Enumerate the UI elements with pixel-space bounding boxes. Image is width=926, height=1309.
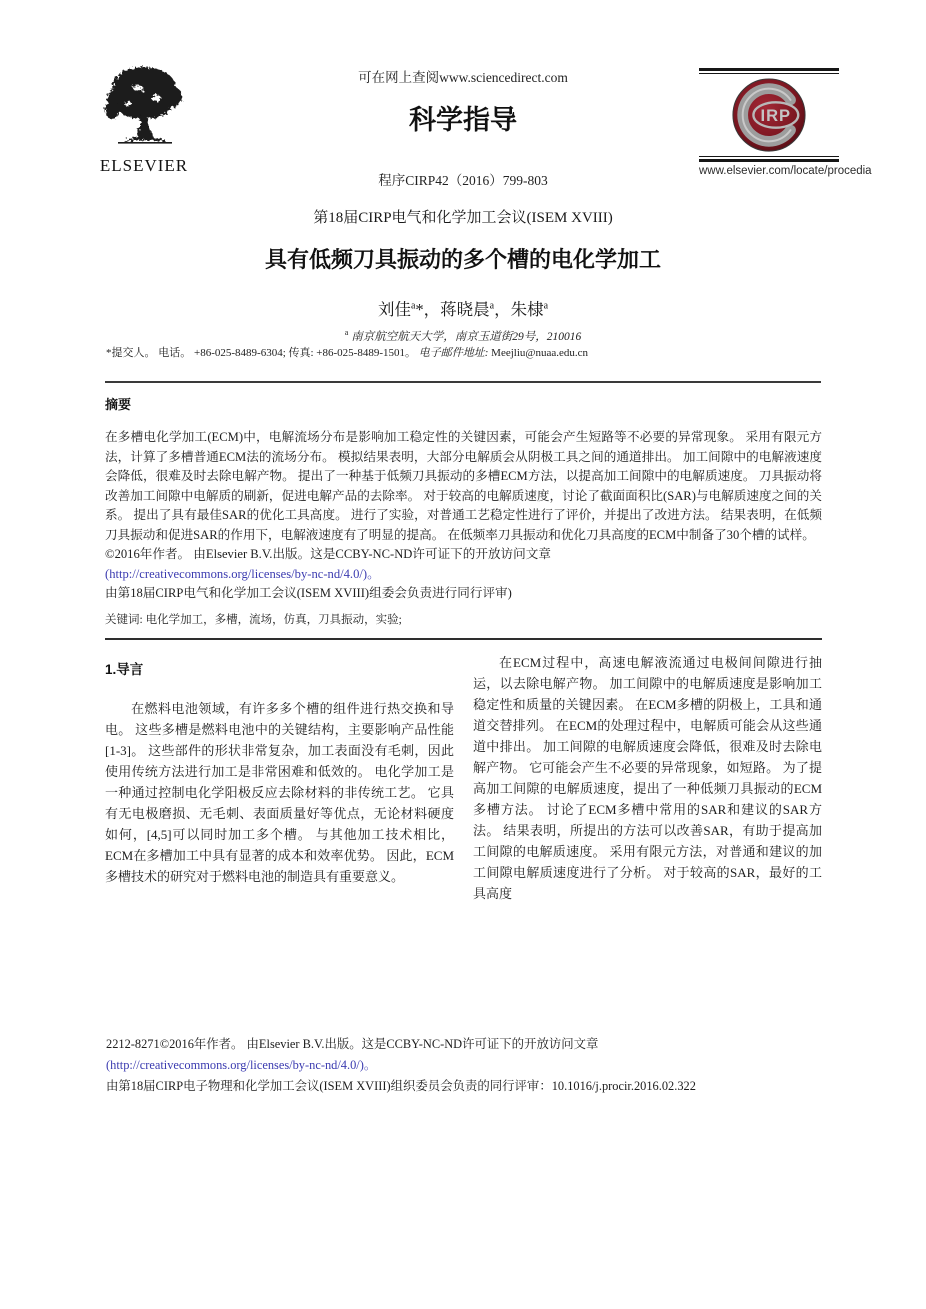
footer-license-link[interactable]: (http://creativecommons.org/licenses/by-nc-nd/4.0/)。: [106, 1058, 377, 1072]
author-2: 蒋晓晨: [440, 300, 490, 319]
author-separator-1: ，: [423, 300, 441, 319]
cirp-rule-bottom-thin: [699, 156, 839, 157]
peer-review-line: 由第18届CIRP电气和化学加工会议(ISEM XVIII)组委会负责进行同行评审): [105, 586, 512, 600]
journal-header: [233, 66, 693, 189]
copyright-line: ©2016年作者。 由Elsevier B.V.出版。这是CCBY-NC-ND许可证下的开放访问文章: [105, 547, 551, 561]
footer-copyright-line: 2212-8271©2016年作者。 由Elsevier B.V.出版。这是CCBY-NC-ND许可证下的开放访问文章: [106, 1037, 599, 1051]
cirp-logo-block: [699, 68, 872, 177]
paper-title: 具有低频刀具振动的多个槽的电化学加工: [264, 247, 661, 272]
cirp-logo-icon: [730, 76, 808, 154]
abstract-text: 在多槽电化学加工(ECM)中，电解流场分布是影响加工稳定性的关键因素，可能会产生短路等不必要的异常现象。 采用有限元方法，计算了多槽普通ECM法的流场分布。 模拟结果表明，大部分电解质会从阴极工具之间的通道排出。 加工间隙中的电解液速度会降低，很难及时去除电解产物。 提出了一种基于低频刀具振动的多槽ECM方法，以提高加工间隙中的电解质速度。 刀具振动将改善加工间隙中电解质的刷新，促进电解产品的去除率。 对于较高的电解质速度，讨论了截面面积比(SAR)与电解质速度之间的关系。 提出了具有最佳SAR的优化工具高度。 进行了实验，对普通工艺稳定性进行了评价，并提出了改进方法。 结果表明，在低频刀具振动和促进SAR的作用下，电解液速度有了明显的提高。 在低频率刀具振动和优化刀具高度的ECM中制备了30个槽的试样。: [105, 430, 822, 542]
keywords-line: 关键词: 电化学加工，多槽，流场，仿真，刀具振动，实验;: [105, 613, 402, 626]
email-label: 电子邮件地址:: [418, 347, 489, 359]
elsevier-tree-icon: [94, 62, 194, 154]
elsevier-logo: [88, 62, 200, 176]
journal-citation: 程序CIRP42（2016）799-803: [378, 173, 548, 188]
introduction-paragraph-left: 在燃料电池领域，有许多多个槽的组件进行热交换和导电。 这些多槽是燃料电池中的关键结构，主要影响产品性能[1-3]。 这些部件的形状非常复杂，加工表面没有毛刺，因此使用传统方法进行加工是非常困难和低效的。 电化学加工是一种通过控制电化学阳极反应去除材料的非传统工艺。 它具有无电极磨损、无毛刺、表面质量好等优点，无论材料硬度如何，[4,5]可以同时加工多个槽。 与其他加工技术相比，ECM在多槽加工中具有显著的成本和效率优势。 因此，ECM多槽技术的研究对于燃料电池的制造具有重要意义。: [105, 700, 454, 884]
journal-masthead: 科学指导: [409, 105, 517, 135]
correspondence-text: *提交人。 电话。 +86-025-8489-6304; 传真: +86-025-8489-1501。: [106, 347, 419, 359]
left-column: [105, 650, 454, 904]
author-2-affmark: a: [489, 300, 495, 312]
available-online-text: 可在网上查阅www.sciencedirect.com: [358, 70, 568, 85]
cirp-rule-bottom-thick: [699, 159, 839, 162]
header-divider: [105, 381, 821, 383]
abstract-heading: 摘要: [105, 397, 132, 412]
affiliation-line: [0, 328, 926, 344]
author-3-affmark: a: [543, 300, 549, 312]
correspondence-line: [106, 344, 822, 360]
author-1-corresponding-mark: *: [415, 300, 424, 319]
author-3: 朱棣: [510, 300, 544, 319]
footer-peer-review-doi-line: 由第18届CIRP电子物理和化学加工会议(ISEM XVIII)组织委员会负责的同行评审：10.1016/j.procir.2016.02.322: [106, 1079, 696, 1093]
cirp-rule-top-thick: [699, 68, 839, 71]
elsevier-wordmark: ELSEVIER: [99, 156, 189, 175]
footer: [106, 1034, 856, 1097]
abstract-divider: [105, 638, 822, 640]
email-address: Meejliu@nuaa.edu.cn: [488, 347, 589, 359]
introduction-paragraph-right: 在ECM过程中，高速电解液流通过电极间间隙进行抽运，以去除电解产物。 加工间隙中的电解质速度是影响加工稳定性和质量的关键因素。 在ECM多槽的阴极上，工具和通道交替排列。 在ECM的处理过程中，电解质可能会从这些通道中排出。 加工间隙的电解质速度会降低，很难及时去除电解产物。 它可能会产生不必要的异常现象，如短路。 为了提高加工间隙的电解质速度，提出了一种低频刀具振动的ECM多槽方法。 讨论了ECM多槽中常用的SAR和建议的SAR方法。 结果表明，所提出的方法可以改善SAR，有助于提高加工间隙的电解质速度。 采用有限元方法，对普通和建议的加工间隙电解质速度进行了分析。 对于较高的SAR，最好的工具高度: [473, 654, 822, 901]
affiliation-mark: a: [344, 328, 349, 338]
license-link[interactable]: (http://creativecommons.org/licenses/by-nc-nd/4.0/)。: [105, 566, 380, 581]
author-1: 刘佳: [377, 300, 411, 319]
cirp-rule-top-thin: [699, 73, 839, 74]
procedia-url: www.elsevier.com/locate/procedia: [699, 165, 872, 177]
affiliation-text: 南京航空航天大学，南京玉道街29号，210016: [348, 331, 582, 343]
body-columns: [105, 650, 822, 904]
author-1-affmark: a: [410, 300, 416, 312]
right-column: [473, 650, 822, 904]
cirp-irp-text: IRP: [760, 105, 792, 125]
paper-content: [105, 394, 822, 904]
authors-line: [0, 296, 926, 320]
conference-title: 第18届CIRP电气和化学加工会议(ISEM XVIII): [313, 210, 613, 226]
section-heading-introduction: 1.导言: [105, 661, 144, 677]
author-separator-2: ，: [494, 300, 511, 319]
